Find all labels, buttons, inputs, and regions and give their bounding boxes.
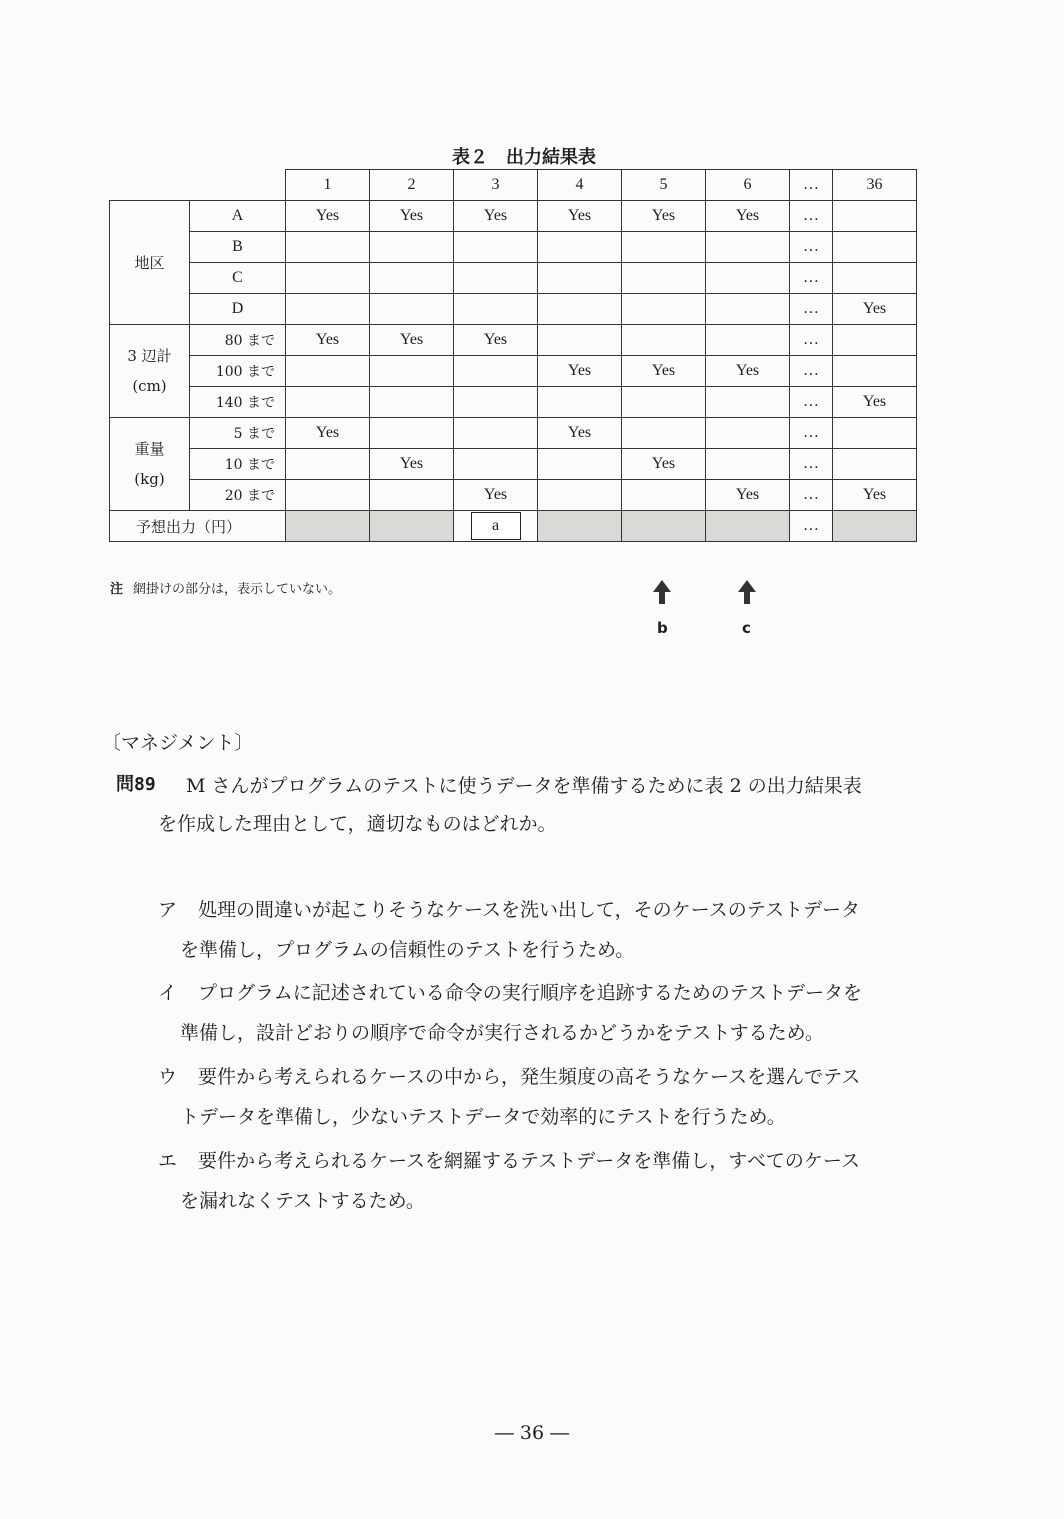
table-cell: Yes bbox=[286, 201, 370, 232]
arrow-up-icon-c bbox=[737, 580, 757, 604]
row-label: 100 まで bbox=[190, 356, 286, 387]
question-line-2: を作成した理由として，適切なものはどれか。 bbox=[158, 813, 557, 835]
table-cell bbox=[286, 263, 370, 294]
column-header: 1 bbox=[286, 170, 370, 201]
table-cell: … bbox=[790, 325, 833, 356]
column-header: 5 bbox=[622, 170, 706, 201]
option-u bbox=[158, 1057, 948, 1137]
option-line-2: を漏れなくテストするため。 bbox=[180, 1190, 425, 1212]
table-cell: … bbox=[790, 263, 833, 294]
option-line-2: 準備し，設計どおりの順序で命令が実行されるかどうかをテストするため。 bbox=[180, 1022, 824, 1044]
option-line-1: 要件から考えられるケースを網羅するテストデータを準備し，すべてのケース bbox=[198, 1150, 860, 1172]
note-text: 網掛けの部分は，表示していない。 bbox=[133, 582, 342, 597]
table-cell bbox=[286, 232, 370, 263]
option-a bbox=[158, 890, 948, 970]
table-cell: Yes bbox=[538, 356, 622, 387]
row-label: B bbox=[190, 232, 286, 263]
table-cell: Yes bbox=[622, 449, 706, 480]
table-cell: Yes bbox=[833, 294, 917, 325]
column-header: 6 bbox=[706, 170, 790, 201]
table-cell bbox=[622, 387, 706, 418]
table-cell bbox=[454, 232, 538, 263]
table-cell bbox=[706, 449, 790, 480]
table-cell bbox=[622, 232, 706, 263]
row-label: 5 まで bbox=[190, 418, 286, 449]
table-cell: Yes bbox=[538, 201, 622, 232]
option-mark: ア bbox=[158, 899, 178, 921]
table-cell bbox=[286, 480, 370, 511]
table-cell bbox=[622, 294, 706, 325]
table-cell bbox=[622, 418, 706, 449]
table-cell: Yes bbox=[454, 325, 538, 356]
table-cell: … bbox=[790, 294, 833, 325]
table-cell bbox=[706, 263, 790, 294]
table-cell bbox=[538, 294, 622, 325]
forecast-label: 予想出力（円） bbox=[110, 511, 286, 542]
shaded-cell bbox=[706, 511, 790, 542]
table-cell bbox=[454, 449, 538, 480]
table-cell bbox=[286, 387, 370, 418]
shaded-cell bbox=[370, 511, 454, 542]
table-cell: Yes bbox=[706, 356, 790, 387]
table-cell bbox=[454, 294, 538, 325]
row-group-label: 重量 (kg) bbox=[110, 418, 190, 511]
table-cell bbox=[706, 294, 790, 325]
table-cell bbox=[622, 263, 706, 294]
table-cell bbox=[833, 201, 917, 232]
table-cell bbox=[706, 418, 790, 449]
table-cell bbox=[538, 480, 622, 511]
table-note bbox=[110, 578, 341, 597]
option-mark: ウ bbox=[158, 1066, 178, 1088]
table-cell bbox=[286, 294, 370, 325]
option-line-2: トデータを準備し，少ないテストデータで効率的にテストを行うため。 bbox=[180, 1106, 786, 1128]
table-cell: Yes bbox=[622, 201, 706, 232]
table-cell bbox=[286, 356, 370, 387]
option-line-1: 要件から考えられるケースの中から，発生頻度の高そうなケースを選んでテス bbox=[198, 1066, 861, 1088]
table-cell bbox=[370, 480, 454, 511]
option-line-1: プログラムに記述されている命令の実行順序を追跡するためのテストデータを bbox=[198, 982, 863, 1004]
table-cell bbox=[538, 263, 622, 294]
table-cell: … bbox=[790, 201, 833, 232]
table-cell bbox=[370, 263, 454, 294]
table-cell: Yes bbox=[538, 418, 622, 449]
note-mark: 注 bbox=[110, 582, 124, 597]
row-label: 10 まで bbox=[190, 449, 286, 480]
section-heading: 〔マネジメント〕 bbox=[102, 732, 254, 754]
column-header: 36 bbox=[833, 170, 917, 201]
option-mark: イ bbox=[158, 982, 178, 1004]
table-cell bbox=[833, 325, 917, 356]
shaded-cell bbox=[286, 511, 370, 542]
table-cell bbox=[370, 232, 454, 263]
table-cell bbox=[622, 325, 706, 356]
table-cell bbox=[454, 418, 538, 449]
option-i bbox=[158, 973, 948, 1053]
row-label: A bbox=[190, 201, 286, 232]
column-header: 3 bbox=[454, 170, 538, 201]
row-group-label: 地区 bbox=[110, 201, 190, 325]
table-cell: … bbox=[790, 480, 833, 511]
table-cell: … bbox=[790, 356, 833, 387]
question-text bbox=[158, 767, 946, 843]
table-cell bbox=[622, 480, 706, 511]
table-cell: Yes bbox=[286, 325, 370, 356]
column-header: 2 bbox=[370, 170, 454, 201]
table-cell: Yes bbox=[370, 201, 454, 232]
table-cell: … bbox=[790, 449, 833, 480]
table-corner bbox=[110, 170, 286, 201]
table-cell bbox=[370, 294, 454, 325]
table-cell: … bbox=[790, 232, 833, 263]
table-cell: Yes bbox=[833, 480, 917, 511]
table-cell bbox=[538, 232, 622, 263]
table-cell: Yes bbox=[833, 387, 917, 418]
column-header: … bbox=[790, 170, 833, 201]
table-cell: Yes bbox=[370, 325, 454, 356]
table-cell bbox=[454, 387, 538, 418]
table-cell: Yes bbox=[370, 449, 454, 480]
page-number: ― 36 ― bbox=[494, 1422, 570, 1444]
table-cell bbox=[706, 232, 790, 263]
table-cell bbox=[538, 325, 622, 356]
table-cell bbox=[833, 263, 917, 294]
table-cell bbox=[370, 387, 454, 418]
row-label: D bbox=[190, 294, 286, 325]
shaded-cell bbox=[622, 511, 706, 542]
row-label: C bbox=[190, 263, 286, 294]
option-line-2: を準備し，プログラムの信頼性のテストを行うため。 bbox=[180, 939, 635, 961]
table-cell bbox=[370, 418, 454, 449]
table-cell bbox=[454, 356, 538, 387]
answer-box-a: a bbox=[471, 512, 521, 540]
table-cell bbox=[538, 449, 622, 480]
row-label: 20 まで bbox=[190, 480, 286, 511]
table-cell bbox=[286, 449, 370, 480]
table-cell bbox=[454, 263, 538, 294]
forecast-cell-a bbox=[454, 511, 538, 542]
option-line-1: 処理の間違いが起こりそうなケースを洗い出して，そのケースのテストデータ bbox=[198, 899, 860, 921]
table-caption: 表２ 出力結果表 bbox=[452, 147, 596, 168]
output-result-table bbox=[109, 169, 917, 542]
table-cell: … bbox=[790, 387, 833, 418]
row-label: 80 まで bbox=[190, 325, 286, 356]
table-cell: Yes bbox=[454, 480, 538, 511]
table-cell: Yes bbox=[706, 201, 790, 232]
table-cell: … bbox=[790, 418, 833, 449]
column-header: 4 bbox=[538, 170, 622, 201]
table-cell bbox=[706, 325, 790, 356]
table-cell bbox=[538, 387, 622, 418]
table-cell bbox=[833, 356, 917, 387]
arrow-label-b: b bbox=[657, 619, 668, 637]
table-cell bbox=[833, 232, 917, 263]
option-mark: エ bbox=[158, 1150, 178, 1172]
forecast-ellipsis: … bbox=[790, 511, 833, 542]
table-cell bbox=[833, 449, 917, 480]
table-cell: Yes bbox=[622, 356, 706, 387]
table-cell: Yes bbox=[286, 418, 370, 449]
row-group-label: 3 辺計 (cm) bbox=[110, 325, 190, 418]
arrow-label-c: c bbox=[742, 619, 751, 637]
table-cell: Yes bbox=[706, 480, 790, 511]
table-cell bbox=[833, 418, 917, 449]
row-label: 140 まで bbox=[190, 387, 286, 418]
option-e bbox=[158, 1141, 948, 1221]
shaded-cell bbox=[833, 511, 917, 542]
question-line-1: M さんがプログラムのテストに使うデータを準備するために表 2 の出力結果表 bbox=[186, 775, 862, 797]
table-cell: Yes bbox=[454, 201, 538, 232]
shaded-cell bbox=[538, 511, 622, 542]
table-cell bbox=[370, 356, 454, 387]
table-cell bbox=[706, 387, 790, 418]
question-number: 問89 bbox=[116, 774, 156, 795]
arrow-up-icon-b bbox=[652, 580, 672, 604]
